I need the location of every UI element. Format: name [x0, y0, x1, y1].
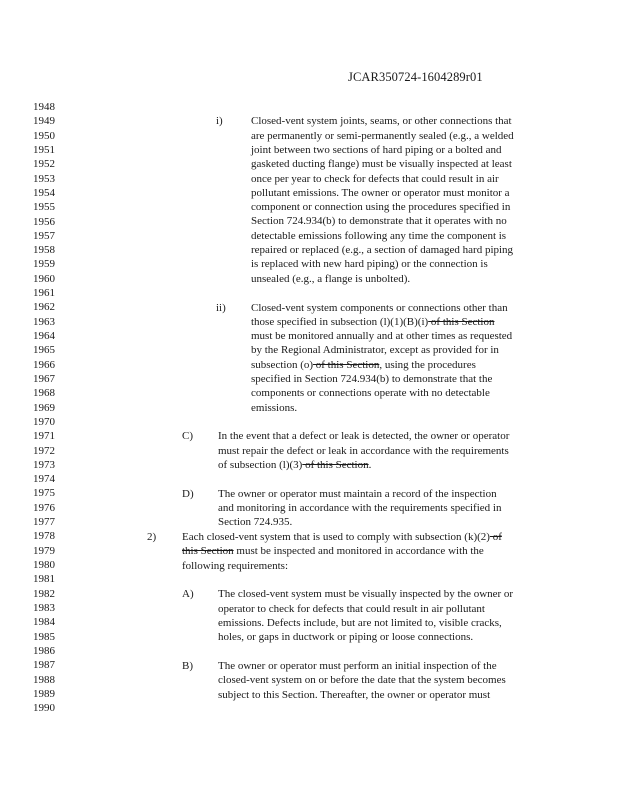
line-number: 1990	[33, 702, 55, 715]
paragraph-label-B: B)	[182, 660, 193, 672]
paragraph-D-text: The owner or operator must maintain a record of the inspection and monitoring in accordance with the requirements specified in Section 724.935.	[218, 487, 502, 529]
line-number: 1979	[33, 544, 55, 557]
text-line: Section 724.934(b) to demonstrate that it operates with no	[251, 215, 507, 228]
line-number: 1952	[33, 158, 55, 171]
text-line: joint between two sections of hard piping or a bolted and	[251, 143, 502, 156]
line-number: 1972	[33, 444, 55, 457]
line-number: 1988	[33, 673, 55, 686]
line-number: 1953	[33, 172, 55, 185]
text-line: are permanently or semi-permanently sealed (e.g., a welded	[251, 129, 514, 142]
line-number: 1981	[33, 573, 55, 586]
text-line: component or connection using the procedures specified in	[251, 201, 511, 214]
paragraph-A-text: The closed-vent system must be visually inspected by the owner or operator to check for defects that could result in air pollutant emissions. Defects include, but are not limited to, visible cracks, holes, or gaps in ductwork or piping or loose connections.	[218, 588, 514, 644]
paragraph-2-text: Each closed-vent system that is used to comply with subsection (k)(2) of this Section must be inspected and monitored in accordance with the following requirements:	[182, 531, 502, 572]
text-line: is replaced with new hard piping) or the connection is	[251, 258, 488, 271]
line-number: 1955	[33, 201, 55, 214]
paragraph-label-i: i)	[216, 115, 223, 128]
paragraph-label-A: A)	[182, 588, 194, 601]
paragraph-label-ii: ii)	[216, 301, 226, 314]
line-number: 1980	[33, 559, 55, 571]
line-number: 1971	[33, 430, 55, 443]
deleted-text: of	[489, 531, 502, 543]
line-number: 1989	[33, 687, 55, 700]
paragraph-C-text: In the event that a defect or leak is detected, the owner or operator must repair the defect or leak in accordance with the requirements of subsection (l)(3) of this Section.	[218, 430, 510, 472]
text-line: repaired or replaced (e.g., a section of damaged hard piping	[251, 244, 514, 257]
line-number: 1958	[33, 244, 55, 257]
line-number: 1961	[33, 287, 55, 300]
deleted-text: this Section	[182, 545, 234, 558]
deleted-text: of this Section	[428, 315, 495, 328]
line-number: 1977	[33, 516, 55, 529]
line-number: 1986	[33, 644, 55, 657]
line-number: 1962	[33, 301, 55, 314]
text-line: unsealed (e.g., a flange is unbolted).	[251, 272, 411, 285]
line-number: 1964	[33, 330, 55, 342]
line-number: 1969	[33, 401, 55, 414]
paragraph-i-text	[251, 114, 514, 286]
paragraph-B-text: The owner or operator must perform an initial inspection of the closed-vent system on or before the date that the system becomes subject to this Section. Thereafter, the owner or operator must	[218, 660, 506, 701]
line-number: 1982	[33, 587, 55, 600]
line-number: 1970	[33, 415, 55, 428]
line-number: 1966	[33, 358, 55, 371]
line-number: 1974	[33, 473, 55, 486]
line-number: 1951	[33, 143, 55, 156]
line-number: 1957	[33, 229, 55, 242]
text-line: detectable emissions following any time the component is	[251, 229, 507, 242]
line-number: 1965	[33, 344, 55, 357]
line-number: 1960	[33, 272, 55, 285]
text-line: Closed-vent system joints, seams, or other connections that	[251, 115, 512, 128]
line-number: 1950	[33, 129, 55, 142]
line-number: 1976	[33, 501, 55, 514]
line-number-column	[33, 100, 55, 715]
line-number: 1954	[33, 186, 55, 199]
deleted-text: of this Section	[313, 358, 380, 371]
text-line: gasketed ducting flange) must be visually inspected at least	[251, 158, 512, 171]
document-id-header: JCAR350724-1604289r01	[348, 70, 483, 84]
line-number: 1968	[33, 387, 55, 400]
line-number: 1959	[33, 258, 55, 271]
paragraph-label-C: C)	[182, 430, 193, 443]
paragraph-label-D: D)	[182, 487, 194, 500]
line-number: 1987	[33, 659, 55, 672]
paragraph-label-2: 2)	[147, 531, 157, 543]
line-number: 1949	[33, 115, 55, 128]
text-line: once per year to check for defects that could result in air	[251, 172, 499, 185]
line-number: 1975	[33, 487, 55, 500]
text-line: pollutant emissions. The owner or operator must monitor a	[251, 186, 510, 199]
line-number: 1983	[33, 601, 55, 614]
line-number: 1963	[33, 315, 55, 328]
paragraph-ii-text: Closed-vent system components or connections other than those specified in subsection (l)(1)(B)(i) of this Section must be monitored annually and at other times as requested by the Regional Administrator, except as provided for in subsection (o) of this Section, using the procedures specified in Section 724.934(b) to demonstrate that the components or connections operate with no detectable emissions.	[251, 301, 513, 414]
line-number: 1967	[33, 372, 55, 385]
line-number: 1985	[33, 630, 55, 643]
line-number: 1984	[33, 616, 55, 629]
line-number: 1978	[33, 530, 55, 543]
line-number: 1973	[33, 458, 55, 471]
deleted-text: of this Section	[302, 459, 369, 472]
line-number: 1956	[33, 215, 55, 228]
line-number: 1948	[33, 101, 55, 113]
